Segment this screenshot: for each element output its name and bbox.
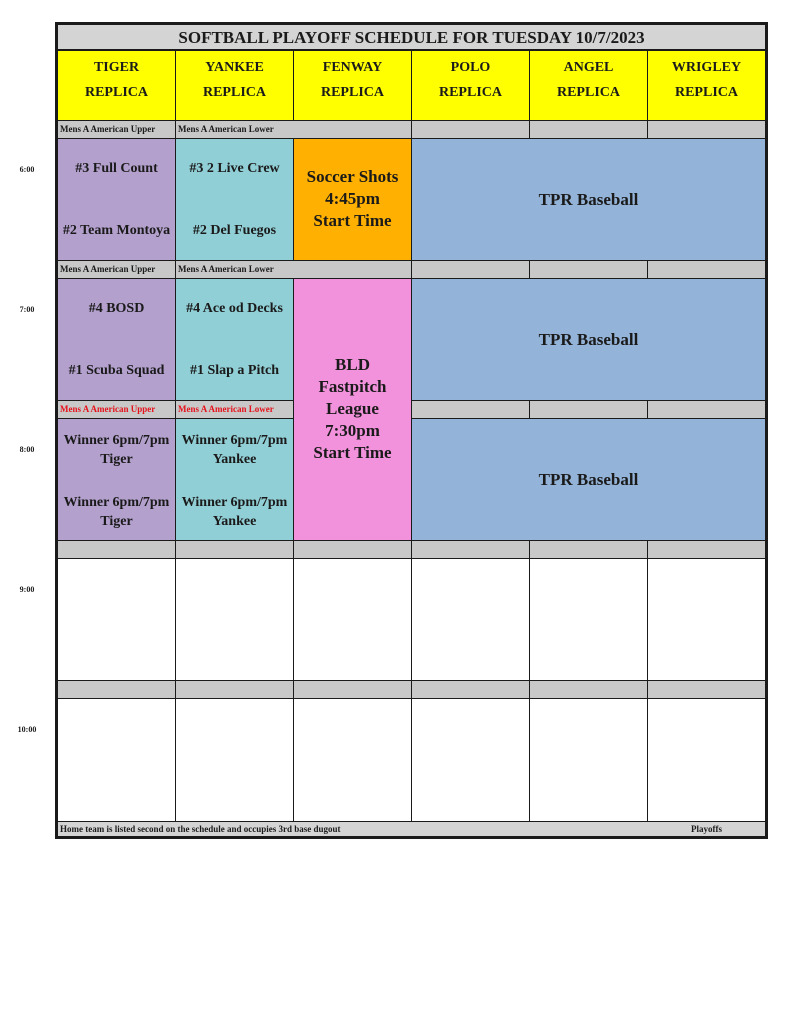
- field-name: ANGEL: [563, 60, 614, 75]
- strip-polo-10: [411, 680, 530, 699]
- field-type: REPLICA: [556, 85, 620, 100]
- game-tiger-6: [57, 138, 176, 261]
- league-label-yankee-6: Mens A American Lower: [175, 120, 412, 139]
- home-team-line-2: Yankee: [212, 514, 257, 529]
- field-name: FENWAY: [322, 60, 383, 75]
- strip-tiger-9: [57, 540, 176, 559]
- game-yankee-7: [175, 278, 294, 401]
- schedule-grid: [55, 22, 768, 839]
- strip-yankee-9: [175, 540, 294, 559]
- strip-wrigley-10: [647, 680, 766, 699]
- field-header-angel: [529, 50, 648, 121]
- field-header-fenway: [293, 50, 412, 121]
- tpr-block-7: [411, 278, 766, 401]
- strip-angel-8: [529, 400, 648, 419]
- empty-slot-polo-9: [411, 558, 530, 681]
- home-team: #1 Slap a Pitch: [189, 363, 280, 378]
- game-tiger-8: [57, 418, 176, 541]
- field-type: REPLICA: [202, 85, 266, 100]
- empty-slot-polo-10: [411, 698, 530, 822]
- bld-line-2: Fastpitch: [318, 377, 387, 396]
- strip-angel-9: [529, 540, 648, 559]
- field-name: YANKEE: [205, 60, 264, 75]
- tpr-block-6: [411, 138, 766, 261]
- strip-polo-9: [411, 540, 530, 559]
- empty-slot-yankee-9: [175, 558, 294, 681]
- empty-slot-wrigley-9: [647, 558, 766, 681]
- empty-slot-tiger-10: [57, 698, 176, 822]
- league-label-tiger-6: Mens A American Upper: [57, 120, 176, 139]
- strip-polo-7: [411, 260, 530, 279]
- league-label-yankee-8: Mens A American Lower: [175, 400, 294, 419]
- bld-fastpitch-block: [293, 278, 412, 541]
- time-label-7: 7:00: [19, 305, 35, 314]
- strip-fenway-10: [293, 680, 412, 699]
- tpr-label: TPR Baseball: [538, 190, 639, 209]
- away-team: #4 Ace od Decks: [186, 301, 283, 316]
- field-header-polo: [411, 50, 530, 121]
- empty-slot-yankee-10: [175, 698, 294, 822]
- empty-slot-fenway-10: [293, 698, 412, 822]
- time-label-6: 6:00: [19, 165, 35, 174]
- soccer-line-2: 4:45pm: [325, 189, 380, 208]
- home-team: #1 Scuba Squad: [68, 363, 165, 378]
- away-team: #4 BOSD: [88, 301, 145, 316]
- tpr-label: TPR Baseball: [538, 470, 639, 489]
- field-header-tiger: [57, 50, 176, 121]
- field-name: TIGER: [93, 60, 140, 75]
- strip-angel-7: [529, 260, 648, 279]
- strip-fenway-9: [293, 540, 412, 559]
- bld-line-5: Start Time: [313, 443, 392, 462]
- field-header-yankee: [175, 50, 294, 121]
- time-label-10: 10:00: [17, 725, 37, 734]
- tpr-block-8: [411, 418, 766, 541]
- game-yankee-6: [175, 138, 294, 261]
- away-team: #3 Full Count: [75, 161, 158, 176]
- field-type: REPLICA: [320, 85, 384, 100]
- home-team-line-1: Winner 6pm/7pm: [181, 495, 288, 510]
- field-name: POLO: [450, 60, 491, 75]
- game-yankee-8: [175, 418, 294, 541]
- strip-wrigley-6: [647, 120, 766, 139]
- empty-slot-wrigley-10: [647, 698, 766, 822]
- field-type: REPLICA: [438, 85, 502, 100]
- empty-slot-angel-10: [529, 698, 648, 822]
- footer-playoffs-label: Playoffs: [691, 824, 722, 834]
- home-team-line-2: Tiger: [100, 514, 133, 529]
- field-name: WRIGLEY: [671, 60, 742, 75]
- strip-yankee-10: [175, 680, 294, 699]
- away-team-line-2: Tiger: [100, 452, 133, 467]
- schedule-title: SOFTBALL PLAYOFF SCHEDULE FOR TUESDAY 10/7/2023: [57, 24, 766, 50]
- field-type: REPLICA: [84, 85, 148, 100]
- soccer-line-3: Start Time: [313, 211, 392, 230]
- home-team: #2 Team Montoya: [62, 223, 171, 238]
- empty-slot-tiger-9: [57, 558, 176, 681]
- home-team: #2 Del Fuegos: [192, 223, 277, 238]
- game-tiger-7: [57, 278, 176, 401]
- strip-angel-10: [529, 680, 648, 699]
- field-header-wrigley: [647, 50, 766, 121]
- time-label-8: 8:00: [19, 445, 35, 454]
- soccer-shots-block: [293, 138, 412, 261]
- soccer-line-1: Soccer Shots: [306, 167, 399, 186]
- field-type: REPLICA: [674, 85, 738, 100]
- bld-line-4: 7:30pm: [325, 421, 380, 440]
- strip-polo-8: [411, 400, 530, 419]
- bld-line-3: League: [326, 399, 379, 418]
- home-team-line-1: Winner 6pm/7pm: [63, 495, 170, 510]
- strip-tiger-10: [57, 680, 176, 699]
- strip-angel-6: [529, 120, 648, 139]
- strip-wrigley-7: [647, 260, 766, 279]
- footer-note: Home team is listed second on the schedule and occupies 3rd base dugout: [60, 824, 341, 834]
- strip-wrigley-9: [647, 540, 766, 559]
- tpr-label: TPR Baseball: [538, 330, 639, 349]
- empty-slot-angel-9: [529, 558, 648, 681]
- empty-slot-fenway-9: [293, 558, 412, 681]
- footer-bar: [57, 821, 766, 837]
- away-team-line-2: Yankee: [212, 452, 257, 467]
- away-team: #3 2 Live Crew: [189, 161, 280, 176]
- league-label-tiger-7: Mens A American Upper: [57, 260, 176, 279]
- strip-wrigley-8: [647, 400, 766, 419]
- bld-line-1: BLD: [335, 355, 370, 374]
- away-team-line-1: Winner 6pm/7pm: [63, 433, 170, 448]
- league-label-tiger-8: Mens A American Upper: [57, 400, 176, 419]
- time-label-9: 9:00: [19, 585, 35, 594]
- away-team-line-1: Winner 6pm/7pm: [181, 433, 288, 448]
- league-label-yankee-7: Mens A American Lower: [175, 260, 412, 279]
- strip-polo-6: [411, 120, 530, 139]
